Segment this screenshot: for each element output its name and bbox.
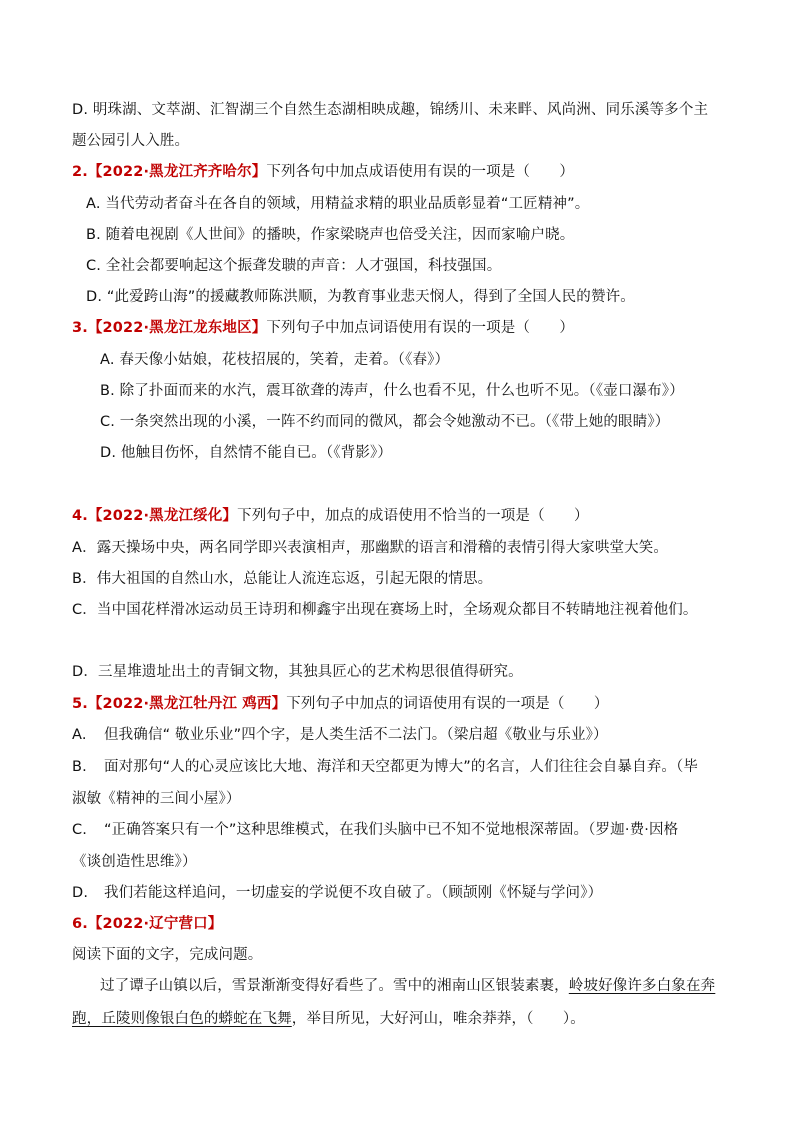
q4-option-b: B．伟大祖国的自然山水，总能让人流连忘返，引起无限的情思。 (72, 571, 493, 587)
q2-option-b: B. 随着电视剧《人世间》的播映，作家梁晓声也倍受关注，因而家喻户晓。 (86, 227, 575, 243)
q5-option-c-text: “正确答案只有一个”这种思维模式，在我们头脑中已不知不觉地根深蒂固。（罗迦·费·因格 (104, 822, 679, 838)
q5-stem: 下列句子中加点的词语使用有误的一项是（ ） (286, 696, 609, 712)
q3-option-b: B. 除了扑面而来的水汽，震耳欲聋的涛声，什么也看不见，什么也听不见。（《壶口瀑布》） (100, 383, 684, 399)
q1-option-d-line1: D. 明珠湖、文萃湖、汇智湖三个自然生态湖相映成趣，锦绣川、未来畔、风尚洲、同乐溪等多个主 (72, 102, 709, 118)
q6-passage-line2-underlined: 跑，丘陵则像银白色的蟒蛇在飞舞 (72, 1011, 292, 1027)
q6-passage-line1-underlined: 岭坡好像许多白象在奔 (568, 978, 716, 994)
q5-option-a (72, 725, 608, 745)
q5-option-c (72, 820, 678, 840)
q4-option-d: D．三星堆遗址出土的青铜文物，其独具匠心的艺术构思很值得研究。 (72, 664, 523, 680)
q1-option-d-line2: 题公园引人入胜。 (72, 133, 190, 149)
q5-option-c-line2: 《谈创造性思维》） (72, 854, 197, 870)
q5-option-b (72, 757, 698, 777)
q6-source: 【2022·辽宁营口】 (87, 916, 223, 932)
q4-header (72, 506, 589, 526)
q5-option-b-letter: B. (72, 759, 87, 775)
q3-option-a: A. 春天像小姑娘，花枝招展的，笑着，走着。（《春》） (100, 352, 450, 368)
q5-option-b-text: 面对那句“人的心灵应该比大地、海洋和天空都更为博大”的名言，人们往往会自暴自弃。（毕 (104, 759, 699, 775)
q6-instruction: 阅读下面的文字，完成问题。 (72, 947, 263, 963)
q2-stem: 下列各句中加点成语使用有误的一项是（ ） (266, 164, 575, 180)
q5-number: 5. (72, 696, 88, 712)
q5-option-c-letter: C. (72, 822, 88, 838)
q5-option-b-line2: 淑敏《精神的三间小屋》） (72, 791, 241, 807)
q2-option-a: A. 当代劳动者奋斗在各自的领域，用精益求精的职业品质彰显着“工匠精神”。 (86, 196, 590, 212)
q4-option-c: C．当中国花样滑冰运动员王诗玥和柳鑫宇出现在赛场上时，全场观众都目不转睛地注视着他们。 (72, 602, 698, 618)
q6-passage-line2-plain: ，举目所见，大好河山，唯余莽莽，（ ）。 (291, 1011, 585, 1027)
q6-header (72, 914, 222, 934)
q3-stem: 下列句子中加点词语使用有误的一项是（ ） (266, 320, 575, 336)
q4-option-a: A．露天操场中央，两名同学即兴表演相声，那幽默的语言和滑稽的表情引得大家哄堂大笑。 (72, 540, 669, 556)
q5-option-a-text: 但我确信“ 敬业乐业”四个字，是人类生活不二法门。（梁启超《敬业与乐业》） (104, 727, 608, 743)
q5-option-d-letter: D. (72, 885, 89, 901)
q6-passage-line1 (100, 976, 715, 996)
q5-source: 【2022·黑龙江牡丹江 鸡西】 (87, 696, 287, 712)
q2-source: 【2022·黑龙江齐齐哈尔】 (87, 164, 267, 180)
q5-option-d-text: 我们若能这样追问，一切虚妄的学说便不攻自破了。（顾颉刚《怀疑与学问》） (104, 885, 603, 901)
q5-header (72, 694, 609, 714)
q5-option-d (72, 883, 602, 903)
q3-source: 【2022·黑龙江龙东地区】 (87, 320, 267, 336)
q4-number: 4. (72, 508, 88, 524)
q3-option-d: D. 他触目伤怀，自然情不能自已。（《背影》） (100, 445, 393, 461)
q2-option-c: C. 全社会都要响起这个振聋发聩的声音：人才强国，科技强国。 (86, 258, 502, 274)
q5-option-a-letter: A. (72, 727, 87, 743)
q3-header (72, 318, 574, 338)
q2-option-d: D. “此爱跨山海”的援藏教师陈洪顺，为教育事业悲天悯人，得到了全国人民的赞许。 (86, 289, 635, 305)
q4-source: 【2022·黑龙江绥化】 (87, 508, 238, 524)
q6-passage-line2 (72, 1009, 585, 1029)
q6-number: 6. (72, 916, 88, 932)
q4-stem: 下列句子中，加点的成语使用不恰当的一项是（ ） (237, 508, 589, 524)
q2-number: 2. (72, 164, 88, 180)
q3-option-c: C. 一条突然出现的小溪，一阵不约而同的微风，都会令她激动不已。（《带上她的眼睛》） (100, 414, 670, 430)
q6-passage-line1-plain: 过了谭子山镇以后，雪景渐渐变得好看些了。雪中的湘南山区银装素裹， (100, 978, 569, 994)
q3-number: 3. (72, 320, 88, 336)
q2-header (72, 162, 574, 182)
